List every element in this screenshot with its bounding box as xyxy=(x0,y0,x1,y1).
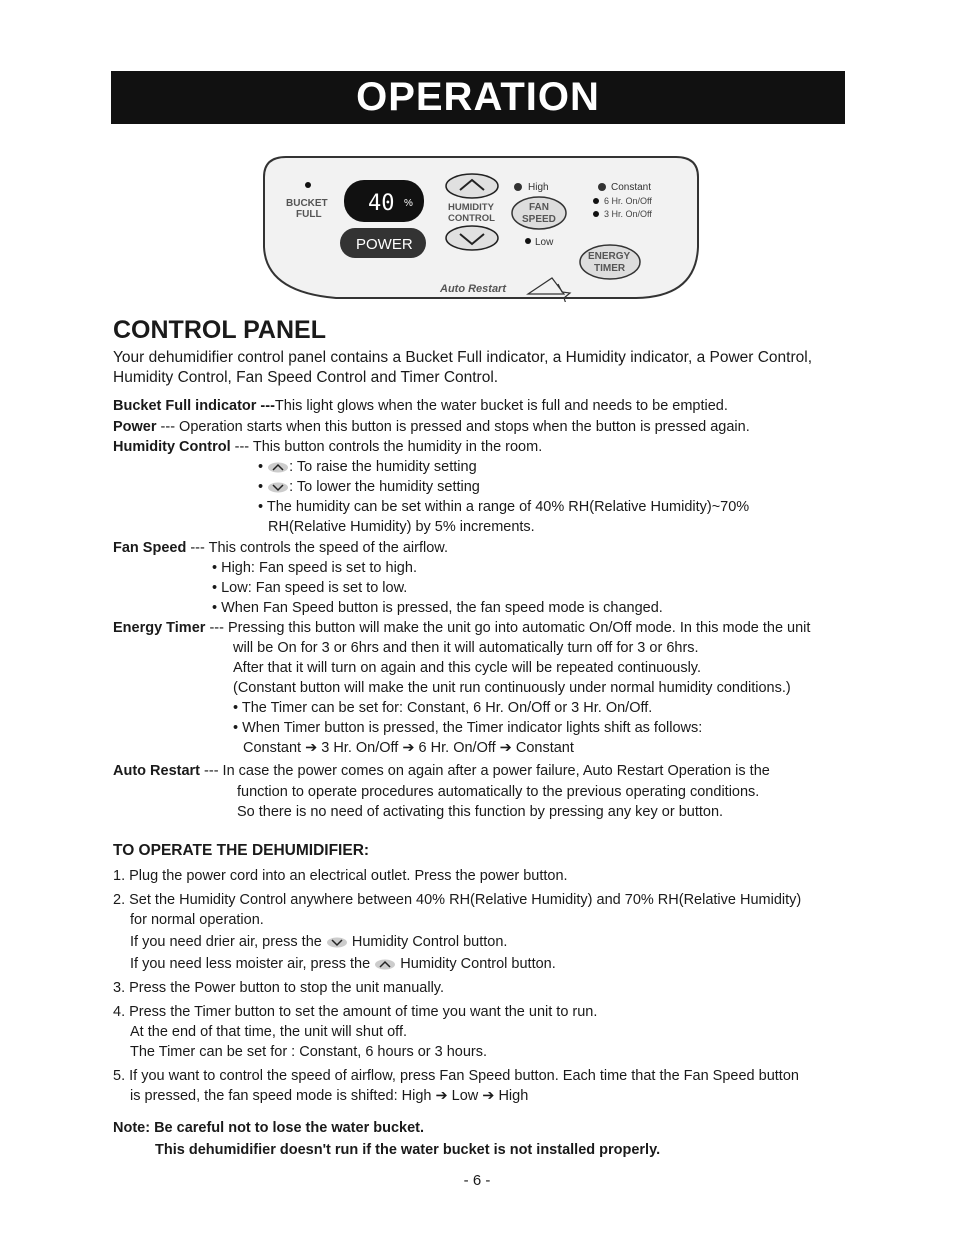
auto-restart-line-2: function to operate procedures automatically to the previous operating conditions. xyxy=(237,784,760,800)
bucket-label-2: FULL xyxy=(296,209,322,220)
energy-line-4: (Constant button will make the unit run continuously under normal humidity conditions.) xyxy=(233,680,791,696)
six-hr-label: 6 Hr. On/Off xyxy=(604,196,652,206)
humidity-term: Humidity Control xyxy=(113,439,231,455)
humidity-description: Humidity Control --- This button controls the humidity in the room. xyxy=(113,439,543,455)
humidity-label-2: CONTROL xyxy=(448,213,495,224)
fan-speed-description: Fan Speed --- This controls the speed of the airflow. xyxy=(113,540,448,556)
section-title: CONTROL PANEL xyxy=(113,316,326,344)
auto-restart-description: Auto Restart --- In case the power comes on again after a power failure, Auto Restart Operation is the xyxy=(113,763,770,779)
note-line-2: This dehumidifier doesn't run if the water bucket is not installed properly. xyxy=(155,1142,661,1158)
display-unit: % xyxy=(404,198,413,209)
six-hr-led-icon xyxy=(593,198,599,204)
fan-high-item: • High: Fan speed is set to high. xyxy=(212,560,417,576)
energy-line-2: will be On for 3 or 6hrs and then it will automatically turn off for 3 or 6hrs. xyxy=(233,640,699,656)
display-value: 40 xyxy=(368,191,395,216)
page-number: - 6 - xyxy=(463,1172,491,1189)
energy-label-2: TIMER xyxy=(594,263,626,274)
humidity-up-button xyxy=(446,174,498,198)
fan-label-1: FAN xyxy=(529,202,549,213)
bucket-full-description: Bucket Full indicator ---This light glows when the water bucket is full and needs to be emptied. xyxy=(113,398,728,414)
energy-timer-description: Energy Timer --- Pressing this button will make the unit go into automatic On/Off mode. In this mode the unit xyxy=(113,620,811,636)
energy-line-3: After that it will turn on again and this cycle will be repeated continuously. xyxy=(233,660,702,676)
constant-led-icon xyxy=(598,183,606,191)
operate-steps xyxy=(113,866,843,1110)
fan-label-2: SPEED xyxy=(522,214,556,225)
humidity-raise-item: • : To raise the humidity setting xyxy=(258,459,477,475)
low-led-icon xyxy=(525,238,531,244)
header-bar xyxy=(111,71,845,124)
humidity-down-icon xyxy=(326,937,348,948)
humidity-range-item-cont: RH(Relative Humidity) by 5% increments. xyxy=(268,519,535,535)
bucket-full-term: Bucket Full indicator --- xyxy=(113,398,275,414)
intro-paragraph: Your dehumidifier control panel contains a Bucket Full indicator, a Humidity indicator, a Power Control, Humidity Control, Fan Speed Control and Timer Control. xyxy=(113,349,813,386)
fan-low-item: • Low: Fan speed is set to low. xyxy=(212,580,408,596)
step-2: 2. Set the Humidity Control anywhere between 40% RH(Relative Humidity) and 70% RH(Relative Humidity) for normal operation. If you need drier air, press the Humidity Control button. If you need less moister air, press the Humidity Control button. xyxy=(113,892,802,972)
humidity-up-icon xyxy=(374,959,396,970)
low-label: Low xyxy=(535,237,554,248)
energy-line-5: • The Timer can be set for: Constant, 6 Hr. On/Off or 3 Hr. On/Off. xyxy=(233,700,653,716)
energy-line-7: Constant ➔ 3 Hr. On/Off ➔ 6 Hr. On/Off ➔ Constant xyxy=(243,740,574,756)
fan-speed-term: Fan Speed xyxy=(113,540,187,556)
note-line-1: Note: Be careful not to lose the water bucket. xyxy=(113,1120,424,1136)
auto-restart-label: Auto Restart xyxy=(440,283,507,295)
step-4: 4. Press the Timer button to set the amount of time you want the unit to run. At the end of that time, the unit will shut off. The Timer can be set for : Constant, 6 hours or 3 hours. xyxy=(113,1004,598,1060)
high-label: High xyxy=(528,182,549,193)
energy-label-1: ENERGY xyxy=(588,251,631,262)
energy-line-6: • When Timer button is pressed, the Timer indicator lights shift as follows: xyxy=(233,720,703,736)
note-block xyxy=(113,1117,660,1161)
humidity-range-item: • The humidity can be set within a range of 40% RH(Relative Humidity)~70% xyxy=(258,499,750,515)
power-label: POWER xyxy=(356,236,413,253)
fan-changed-item: • When Fan Speed button is pressed, the fan speed mode is changed. xyxy=(212,600,663,616)
step-3: 3. Press the Power button to stop the unit manually. xyxy=(113,980,445,996)
operate-heading: TO OPERATE THE DEHUMIDIFIER: xyxy=(113,842,370,859)
bucket-full-led-icon xyxy=(305,182,311,188)
power-term: Power xyxy=(113,419,157,435)
humidity-up-icon xyxy=(267,462,289,473)
step-1: 1. Plug the power cord into an electrical outlet. Press the power button. xyxy=(113,868,568,884)
high-led-icon xyxy=(514,183,522,191)
page-title: OPERATION xyxy=(356,75,600,119)
constant-label: Constant xyxy=(611,182,652,193)
humidity-label-1: HUMIDITY xyxy=(448,202,494,213)
bucket-label-1: BUCKET xyxy=(286,198,328,209)
control-panel-illustration xyxy=(256,152,702,302)
humidity-down-icon xyxy=(267,482,289,493)
humidity-lower-item: • : To lower the humidity setting xyxy=(258,479,480,495)
humidity-down-button xyxy=(446,226,498,250)
step-5: 5. If you want to control the speed of airflow, press Fan Speed button. Each time that the Fan Speed button is pressed, the fan speed mode is shifted: High ➔ Low ➔ High xyxy=(113,1068,799,1104)
power-description: Power --- Operation starts when this button is pressed and stops when the button is pressed again. xyxy=(113,419,750,435)
three-hr-led-icon xyxy=(593,211,599,217)
auto-restart-line-3: So there is no need of activating this function by pressing any key or button. xyxy=(237,804,724,820)
auto-restart-term: Auto Restart xyxy=(113,763,201,779)
three-hr-label: 3 Hr. On/Off xyxy=(604,209,652,219)
energy-timer-term: Energy Timer xyxy=(113,620,206,636)
